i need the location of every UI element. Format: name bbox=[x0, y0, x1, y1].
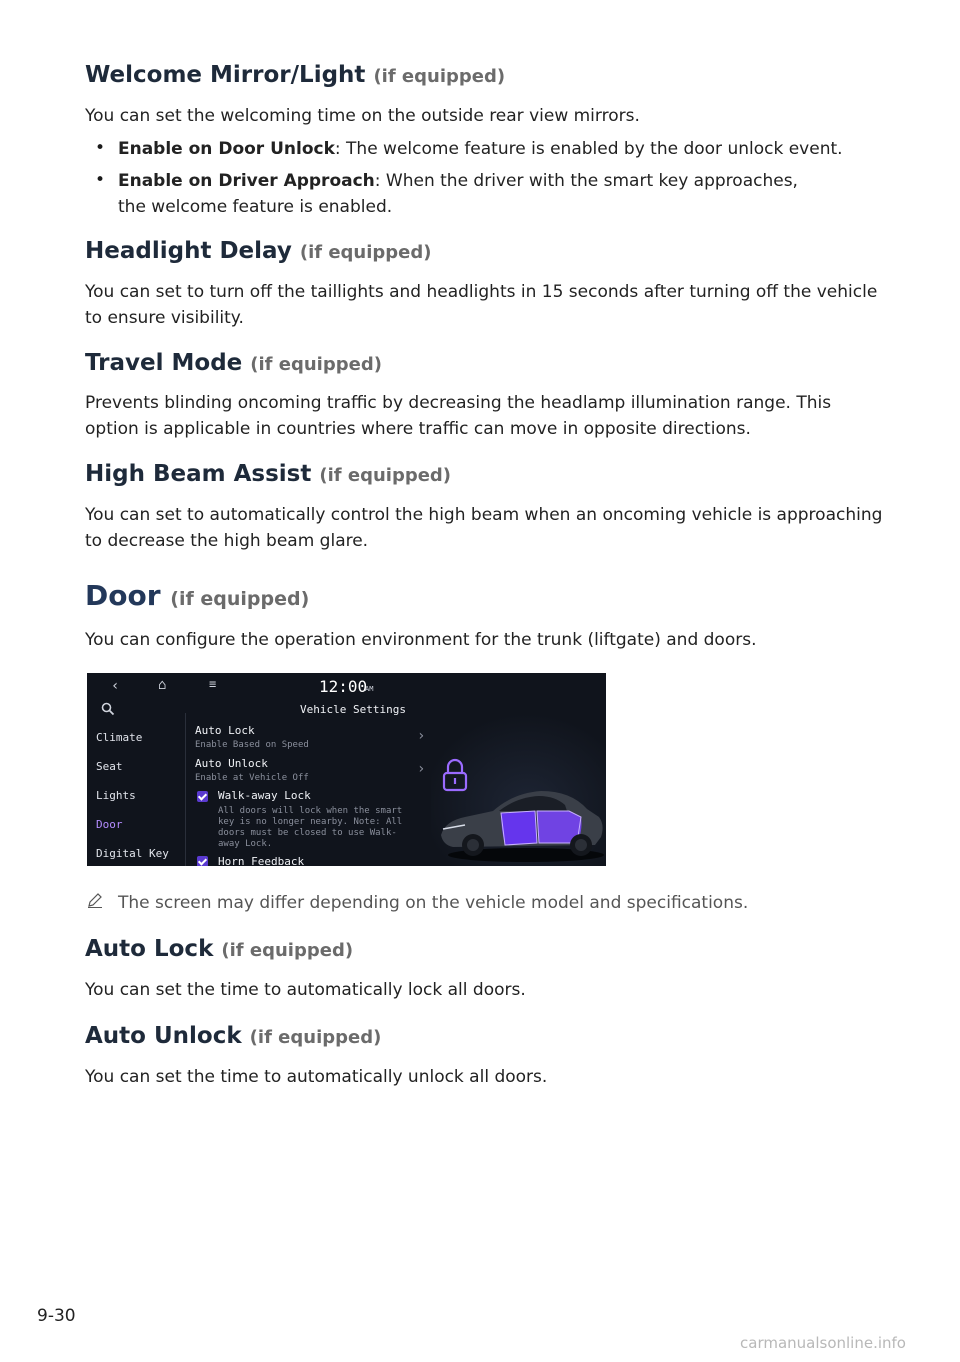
menu-divider bbox=[185, 713, 186, 866]
headlight-body: You can set to turn off the taillights and headlights in 15 seconds after turning off the vehicle to ensure visibility. bbox=[85, 282, 878, 328]
menu-item-door[interactable]: Door bbox=[96, 818, 123, 831]
clock-time: 12:00 bbox=[319, 677, 368, 696]
heading-auto-unlock: Auto Unlock (if equipped) bbox=[85, 1023, 382, 1049]
welcome-bullet-1: Enable on Door Unlock: The welcome feature is enabled by the door unlock event. bbox=[118, 139, 843, 159]
screen-title: Vehicle Settings bbox=[300, 703, 406, 716]
travel-body: Prevents blinding oncoming traffic by decreasing the headlamp illumination range. This option is applicable in countries where traffic can move in opposite directions. bbox=[85, 393, 832, 439]
setting-walkaway-lock[interactable]: Walk-away Lock bbox=[218, 789, 311, 802]
heading-auto-lock: Auto Lock (if equipped) bbox=[85, 936, 354, 962]
door-body: You can configure the operation environment for the trunk (liftgate) and doors. bbox=[85, 630, 757, 650]
heading-high-beam-assist: High Beam Assist (if equipped) bbox=[85, 461, 452, 487]
autolock-body: You can set the time to automatically lock all doors. bbox=[85, 980, 526, 1000]
heading-headlight-delay: Headlight Delay (if equipped) bbox=[85, 238, 432, 264]
heading-door: Door (if equipped) bbox=[85, 579, 310, 612]
menu-item-lights[interactable]: Lights bbox=[96, 789, 136, 802]
vehicle-settings-screen bbox=[87, 673, 606, 866]
walkaway-lock-description: All doors will lock when the smart key is no longer nearby. Note: All doors must be closed to use Walk-away Lock. bbox=[218, 806, 403, 849]
heading-travel-mode: Travel Mode (if equipped) bbox=[85, 350, 382, 376]
setting-auto-lock[interactable]: Auto Lock bbox=[195, 724, 255, 737]
pencil-icon bbox=[86, 891, 104, 913]
page-number: 9-30 bbox=[37, 1306, 76, 1326]
setting-horn-feedback[interactable]: Horn Feedback bbox=[218, 855, 305, 866]
setting-auto-lock-value: Enable Based on Speed bbox=[195, 740, 309, 750]
heading-welcome: Welcome Mirror/Light (if equipped) bbox=[85, 62, 506, 88]
chevron-right-icon[interactable]: › bbox=[417, 761, 426, 777]
horn-feedback-checkbox[interactable] bbox=[197, 856, 208, 866]
chevron-right-icon[interactable]: › bbox=[417, 728, 426, 744]
welcome-bullet-2: Enable on Driver Approach: When the driver with the smart key approaches, the welcome feature is enabled. bbox=[118, 171, 798, 217]
welcome-body: You can set the welcoming time on the outside rear view mirrors. bbox=[85, 106, 640, 126]
bullet-dot: • bbox=[95, 170, 106, 190]
setting-auto-unlock[interactable]: Auto Unlock bbox=[195, 757, 268, 770]
menu-item-climate[interactable]: Climate bbox=[96, 731, 143, 744]
search-icon[interactable] bbox=[101, 701, 115, 720]
back-icon[interactable]: ‹ bbox=[111, 678, 120, 694]
screen-note: The screen may differ depending on the vehicle model and specifications. bbox=[118, 893, 749, 913]
walkaway-lock-checkbox[interactable] bbox=[197, 791, 208, 802]
home-icon[interactable]: ⌂ bbox=[158, 677, 167, 693]
setting-auto-unlock-value: Enable at Vehicle Off bbox=[195, 773, 309, 783]
clock-ampm: AM bbox=[365, 685, 374, 693]
autounlock-body: You can set the time to automatically unlock all doors. bbox=[85, 1067, 548, 1087]
menu-item-digital-key[interactable]: Digital Key bbox=[96, 847, 169, 860]
highbeam-body: You can set to automatically control the high beam when an oncoming vehicle is approaching to decrease the high beam glare. bbox=[85, 505, 883, 551]
car-illustration bbox=[431, 713, 606, 866]
watermark: carmanualsonline.info bbox=[740, 1334, 906, 1352]
menu-icon[interactable]: ≡ bbox=[209, 677, 217, 691]
bullet-dot: • bbox=[95, 138, 106, 158]
menu-item-seat[interactable]: Seat bbox=[96, 760, 123, 773]
